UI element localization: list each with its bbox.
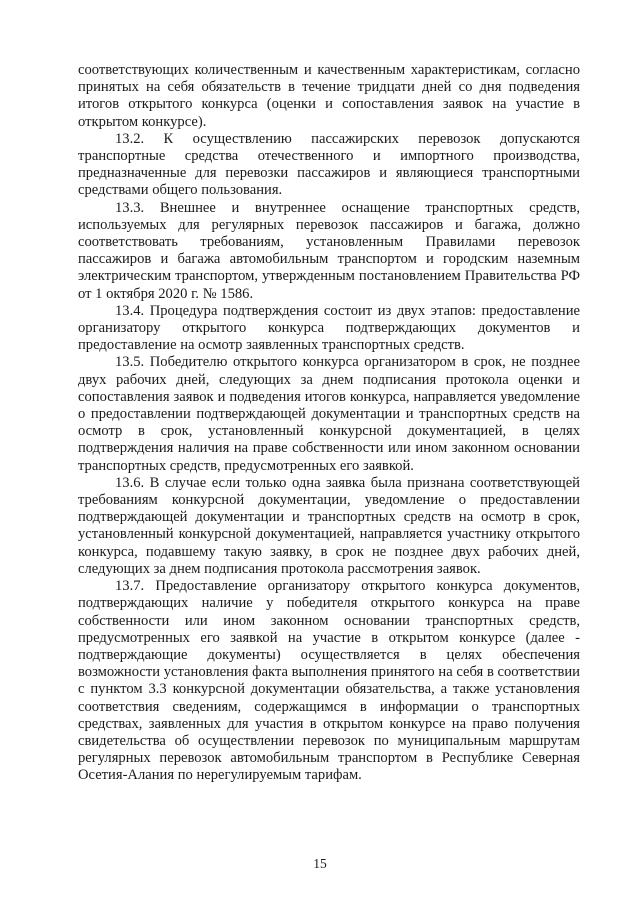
paragraph-13-7: 13.7. Предоставление организатору открытого конкурса документов, подтверждающих наличие у победителя открытого конкурса на праве собственности или ином законном основании транспортных средств, предусмотренных его заявкой на участие в открытом конкурсе (далее - подтверждающие документы) осуществляется в целях обеспечения возможности установления факта выполнения принятого на себя в соответствии с пунктом 3.3 конкурсной документации обязательства, а также установления соответствия сведениям, содержащимся в информации о транспортных средствах, заявленных для участия в открытом конкурсе на право получения свидетельства об осуществлении перевозок по муниципальным маршрутам регулярных перевозок автомобильным транспортом в Республике Северная Осетия-Алания по нерегулируемым тарифам. xyxy=(78,578,580,784)
page-number: 15 xyxy=(313,856,327,871)
paragraph-continuation: соответствующих количественным и качественным характеристикам, согласно принятых на себя обязательств в течение тридцати дней со дня подведения итогов открытого конкурса (оценки и сопоставления заявок на участие в открытом конкурсе). xyxy=(78,62,580,130)
paragraph-13-5: 13.5. Победителю открытого конкурса организатором в срок, не позднее двух рабочих дней, следующих за днем подписания протокола оценки и сопоставления заявок и подведения итогов конкурса, направляется уведомление о предоставлении подтверждающей документации и транспортных средств на осмотр в срок, установленный конкурсной документацией, в целях подтверждения наличия на праве собственности или ином законном основании транспортных средств, предусмотренных его заявкой. xyxy=(78,354,580,474)
paragraph-13-2: 13.2. К осуществлению пассажирских перевозок допускаются транспортные средства отечественного и импортного производства, предназначенные для перевозки пассажиров и являющиеся транспортными средствами общего пользования. xyxy=(78,130,580,199)
paragraph-13-6: 13.6. В случае если только одна заявка была признана соответствующей требованиям конкурсной документации, уведомление о предоставлении подтверждающей документации и транспортных средств на осмотр в срок, установленный конкурсной документацией, направляется участнику открытого конкурса, подавшему такую заявку, в срок не позднее двух рабочих дней, следующих за днем подписания протокола рассмотрения заявок. xyxy=(78,474,580,577)
document-body xyxy=(78,62,580,785)
paragraph-13-4: 13.4. Процедура подтверждения состоит из двух этапов: предоставление организатору открытого конкурса подтверждающих документов и предоставление на осмотр заявленных транспортных средств. xyxy=(78,302,580,354)
paragraph-13-3: 13.3. Внешнее и внутреннее оснащение транспортных средств, используемых для регулярных перевозок пассажиров и багажа, должно соответствовать требованиям, установленным Правилами перевозок пассажиров и багажа автомобильным транспортом и городским наземным электрическим транспортом, утвержденным постановлением Правительства РФ от 1 октября 2020 г. № 1586. xyxy=(78,199,580,302)
